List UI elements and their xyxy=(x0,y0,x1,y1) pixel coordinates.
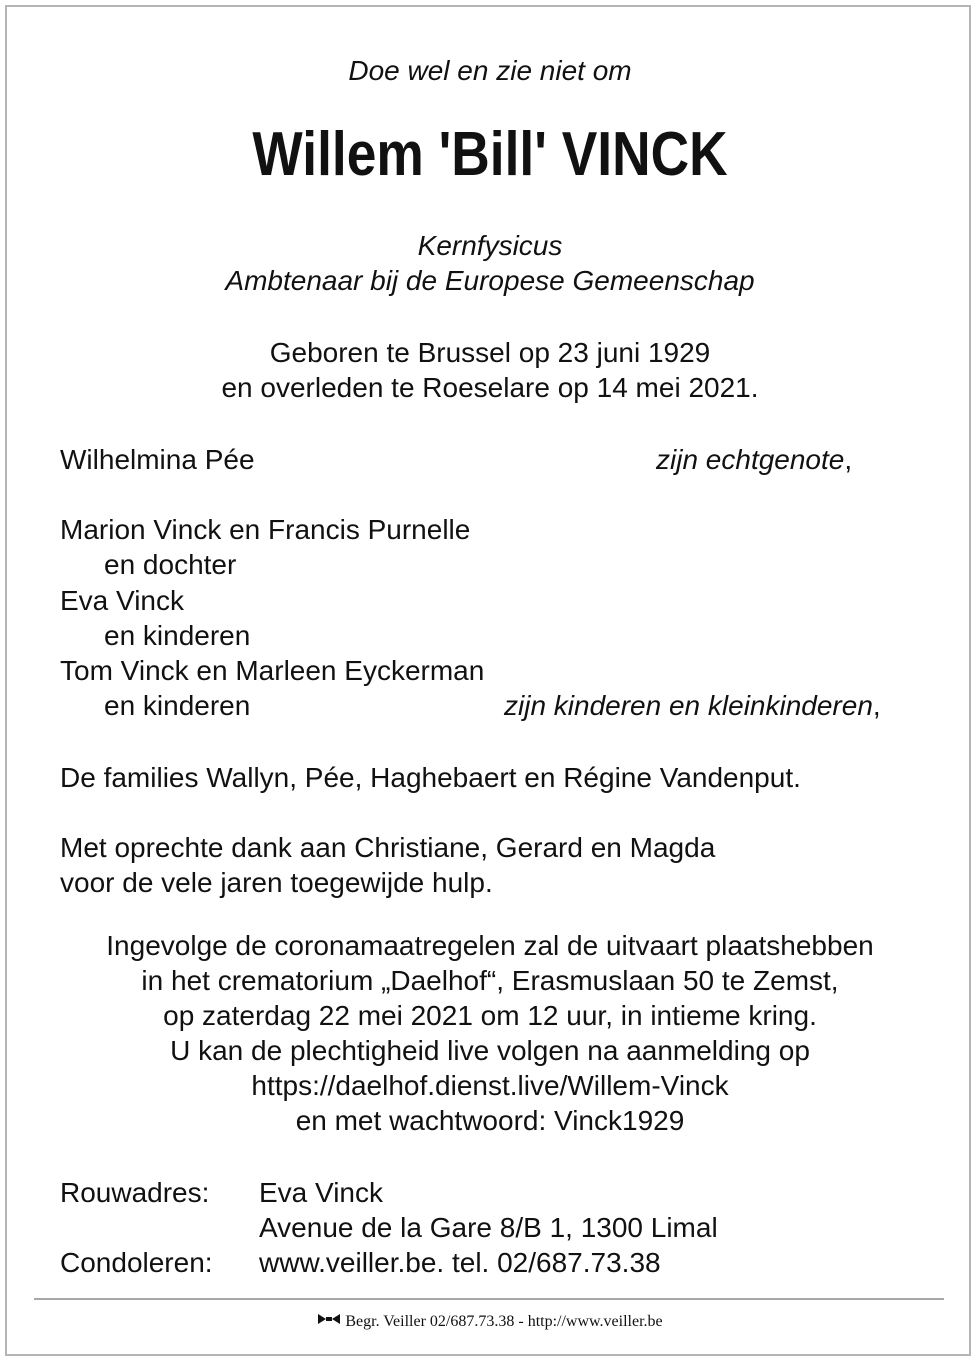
address-label: Rouwadres: xyxy=(60,1177,210,1208)
condolences-label: Condoleren: xyxy=(60,1247,213,1278)
funeral-line-2: in het crematorium „Daelhof“, Erasmuslaan 50 te Zemst, xyxy=(141,965,839,996)
children-role: zijn kinderen en kleinkinderen xyxy=(504,690,873,721)
title-line-1: Kernfysicus xyxy=(417,230,563,261)
funeral-password-line: en met wachtwoord: Vinck1929 xyxy=(295,1105,685,1136)
funeral-line-4: U kan de plechtigheid live volgen na aanmelding op xyxy=(170,1035,810,1066)
families-line: De families Wallyn, Pée, Haghebaert en Régine Vandenput. xyxy=(60,762,801,793)
address-line-1: Eva Vinck xyxy=(259,1177,383,1208)
deceased-name: Willem 'Bill' VINCK xyxy=(252,120,728,189)
footer-text: Begr. Veiller 02/687.73.38 - http://www.veiller.be xyxy=(345,1313,663,1330)
spouse-role: zijn echtgenote xyxy=(656,444,845,475)
children-role-line xyxy=(504,689,881,723)
funeral-home-logo-icon xyxy=(317,1311,341,1333)
title-line-2: Ambtenaar bij de Europese Gemeenschap xyxy=(225,265,755,296)
footer-divider xyxy=(34,1298,944,1300)
child-line-6: en kinderen xyxy=(104,690,251,721)
condolences-value[interactable]: www.veiller.be. tel. 02/687.73.38 xyxy=(259,1247,661,1278)
spouse-role-line xyxy=(656,443,852,477)
spouse-comma: , xyxy=(844,444,853,475)
children-comma: , xyxy=(872,690,881,721)
address-line-2: Avenue de la Gare 8/B 1, 1300 Limal xyxy=(259,1212,718,1243)
child-line-5: Tom Vinck en Marleen Eyckerman xyxy=(60,655,485,686)
thanks-line-2: voor de vele jaren toegewijde hulp. xyxy=(60,867,493,898)
thanks-line-1: Met oprechte dank aan Christiane, Gerard en Magda xyxy=(60,832,716,863)
child-line-2: en dochter xyxy=(104,549,237,580)
death-line: en overleden te Roeselare op 14 mei 2021. xyxy=(221,372,759,403)
spouse-name: Wilhelmina Pée xyxy=(60,444,255,475)
child-line-4: en kinderen xyxy=(104,620,251,651)
funeral-line-3: op zaterdag 22 mei 2021 om 12 uur, in intieme kring. xyxy=(163,1000,817,1031)
birth-line: Geboren te Brussel op 23 juni 1929 xyxy=(269,337,711,368)
footer xyxy=(0,1311,980,1333)
motto: Doe wel en zie niet om xyxy=(348,55,632,86)
livestream-url[interactable]: https://daelhof.dienst.live/Willem-Vinck xyxy=(251,1070,729,1101)
child-line-3: Eva Vinck xyxy=(60,585,184,616)
funeral-line-1: Ingevolge de coronamaatregelen zal de uitvaart plaatshebben xyxy=(106,930,874,961)
child-line-1: Marion Vinck en Francis Purnelle xyxy=(60,514,471,545)
